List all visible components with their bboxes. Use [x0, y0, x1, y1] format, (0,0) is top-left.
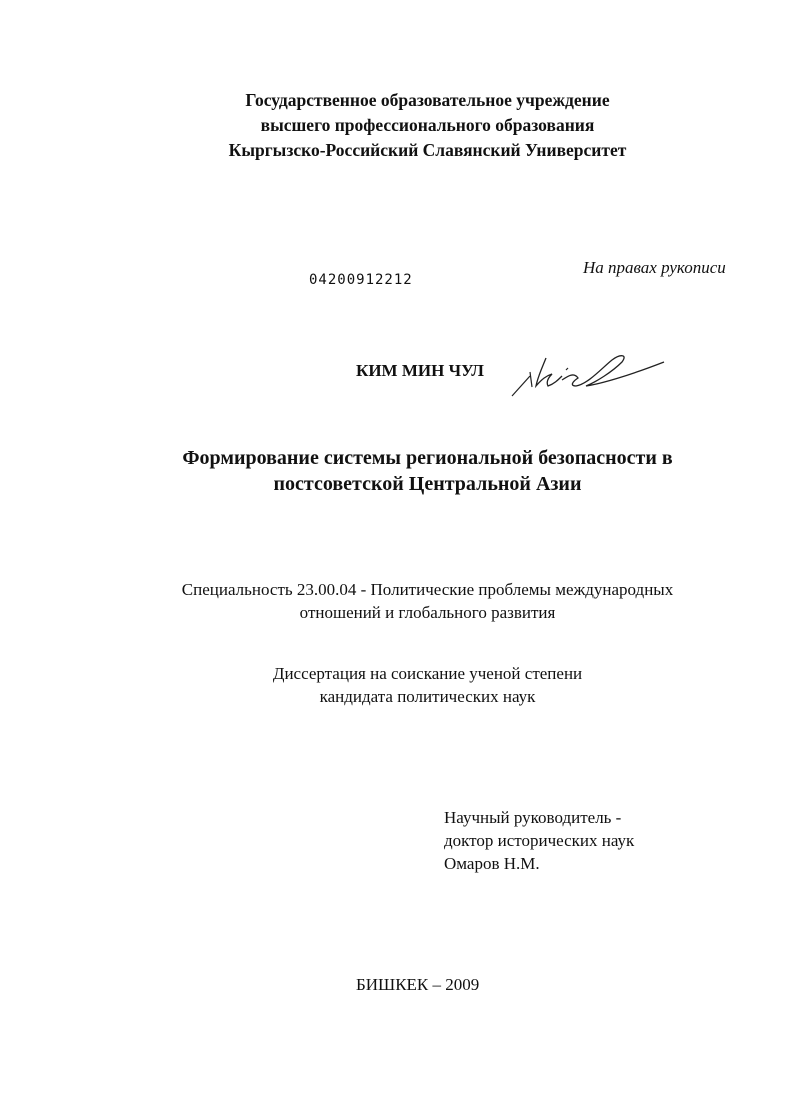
supervisor-line: доктор исторических наук [444, 831, 635, 850]
supervisor-line: Омаров Н.М. [444, 854, 540, 873]
signature-stroke [566, 368, 568, 370]
document-number: 04200912212 [309, 272, 413, 288]
institution-line: Кыргызско-Российский Славянский Университет [228, 140, 627, 160]
manuscript-rights-note: На правах рукописи [583, 258, 726, 277]
specialty-line: Специальность 23.00.04 - Политические проблемы международных [181, 580, 674, 599]
signature-stroke [536, 358, 562, 386]
author-name: КИМ МИН ЧУЛ [356, 361, 484, 380]
degree-line: Диссертация на соискание ученой степени [272, 664, 583, 683]
signature-stroke [512, 376, 530, 396]
signature-stroke [530, 372, 532, 387]
institution-line: высшего профессионального образования [260, 115, 595, 135]
signature-image [508, 346, 668, 402]
title-line: постсоветской Центральной Азии [273, 473, 582, 495]
signature-stroke [562, 356, 664, 386]
supervisor-block [444, 806, 634, 875]
institution-line: Государственное образовательное учреждение [245, 90, 610, 110]
city-year: БИШКЕК – 2009 [356, 975, 480, 994]
degree-line: кандидата политических наук [319, 687, 536, 706]
specialty-block [0, 578, 799, 624]
institution-header [0, 88, 799, 163]
degree-block [0, 662, 799, 708]
title-line: Формирование системы региональной безопасности в [182, 447, 673, 469]
specialty-line: отношений и глобального развития [299, 603, 556, 622]
dissertation-title [0, 445, 799, 497]
supervisor-line: Научный руководитель - [444, 808, 622, 827]
